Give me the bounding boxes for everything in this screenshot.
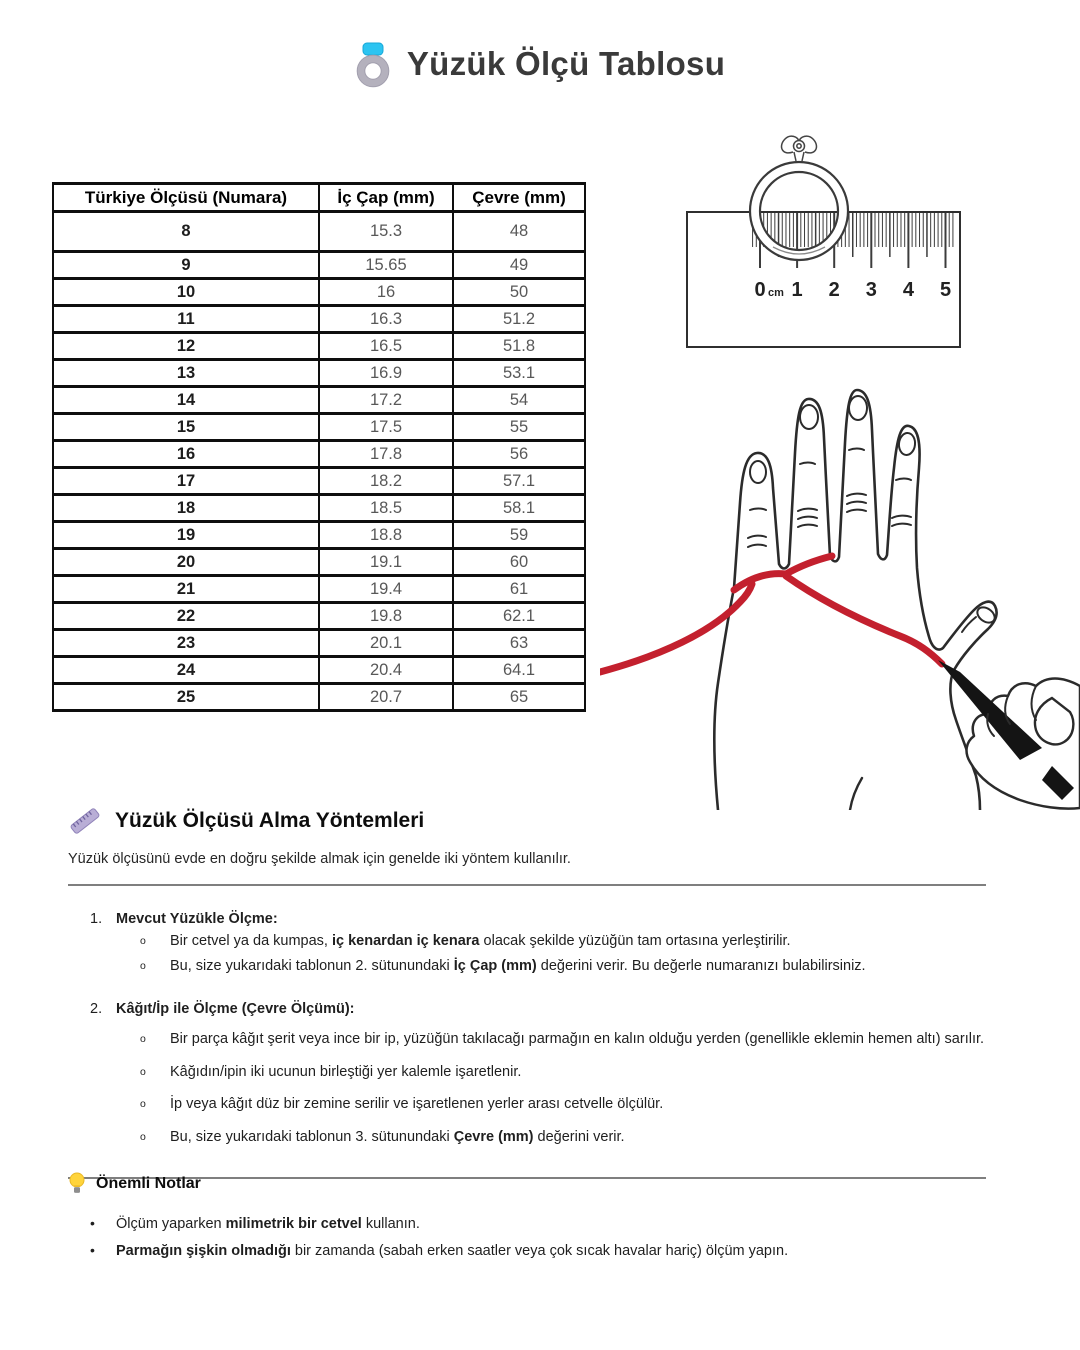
method-sub-bullet	[68, 1128, 986, 1148]
value-cell: 19.4	[319, 576, 453, 603]
notes-title: Önemli Notlar	[96, 1175, 201, 1192]
ring-icon	[355, 40, 391, 88]
bullet-marker: o	[140, 1130, 146, 1143]
text: İp veya kâğıt düz bir zemine serilir ve işaretlenen yerler arası cetvelle ölçülür.	[170, 1096, 664, 1113]
value-cell: 62.1	[453, 603, 585, 630]
svg-text:3: 3	[865, 279, 877, 301]
methods-intro: Yüzük ölçüsünü evde en doğru şekilde almak için genelde iki yöntem kullanılır.	[68, 851, 571, 867]
page-header	[0, 40, 1080, 88]
table-row	[53, 333, 585, 360]
value-cell: 17.5	[319, 414, 453, 441]
table-row	[53, 387, 585, 414]
value-cell: 54	[453, 387, 585, 414]
note-bullet	[68, 1214, 986, 1234]
method-sub-bullet	[68, 1095, 986, 1115]
table-row	[53, 468, 585, 495]
notes-section	[68, 1172, 986, 1262]
size-number-cell: 15	[53, 414, 319, 441]
size-number-cell: 10	[53, 279, 319, 306]
svg-text:cm: cm	[768, 287, 784, 299]
table-row	[53, 360, 585, 387]
size-table-body	[53, 212, 585, 711]
methods-heading	[68, 806, 986, 836]
bullet-text	[170, 1128, 625, 1148]
size-number-cell: 23	[53, 630, 319, 657]
value-cell: 61	[453, 576, 585, 603]
value-cell: 56	[453, 441, 585, 468]
methods-section	[68, 806, 986, 1179]
text: değerini verir.	[533, 1128, 625, 1145]
bullet-marker: o	[140, 1065, 146, 1078]
column-header: İç Çap (mm)	[319, 184, 453, 212]
table-row	[53, 414, 585, 441]
table-row	[53, 630, 585, 657]
value-cell: 58.1	[453, 495, 585, 522]
table-row	[53, 684, 585, 711]
value-cell: 16.9	[319, 360, 453, 387]
size-number-cell: 21	[53, 576, 319, 603]
size-number-cell: 18	[53, 495, 319, 522]
value-cell: 55	[453, 414, 585, 441]
value-cell: 18.8	[319, 522, 453, 549]
value-cell: 64.1	[453, 657, 585, 684]
value-cell: 50	[453, 279, 585, 306]
bold-text: iç kenardan iç kenara	[332, 933, 480, 949]
table-row	[53, 657, 585, 684]
value-cell: 16.3	[319, 306, 453, 333]
svg-text:5: 5	[939, 279, 952, 301]
hand-figure	[600, 368, 1080, 810]
size-number-cell: 9	[53, 252, 319, 279]
value-cell: 16	[319, 279, 453, 306]
bullet-marker: o	[140, 1098, 146, 1111]
bullet-marker: o	[140, 935, 146, 947]
hand-outline	[714, 390, 996, 810]
size-number-cell: 25	[53, 684, 319, 711]
svg-text:4: 4	[902, 279, 914, 301]
size-number-cell: 11	[53, 306, 319, 333]
value-cell: 51.8	[453, 333, 585, 360]
method-sub-bullet	[68, 1063, 986, 1083]
bullet-text	[170, 932, 791, 952]
size-number-cell: 16	[53, 441, 319, 468]
size-number-cell: 8	[53, 212, 319, 252]
text: bir zamanda (sabah erken saatler veya çok sıcak havalar hariç) ölçüm yapın.	[290, 1243, 789, 1260]
size-number-cell: 22	[53, 603, 319, 630]
value-cell: 57.1	[453, 468, 585, 495]
value-cell: 48	[453, 212, 585, 252]
bullet-text	[170, 957, 866, 977]
bullet-text	[170, 1030, 984, 1050]
value-cell: 20.7	[319, 684, 453, 711]
text: olacak şekilde yüzüğün tam ortasına yerleştirilir.	[479, 933, 791, 949]
size-number-cell: 17	[53, 468, 319, 495]
size-number-cell: 19	[53, 522, 319, 549]
notes-list	[68, 1214, 986, 1262]
bold-text: İç Çap (mm)	[453, 957, 537, 974]
bullet-text	[116, 1214, 420, 1234]
ruler-icon	[68, 806, 102, 836]
size-number-cell: 13	[53, 360, 319, 387]
methods-list	[68, 911, 986, 1147]
notes-heading	[68, 1172, 986, 1196]
size-number-cell: 12	[53, 333, 319, 360]
table-header-row	[53, 184, 585, 212]
table-row	[53, 576, 585, 603]
text: Bu, size yukarıdaki tablonun 3. sütunundaki	[170, 1128, 454, 1145]
text: değerini verir. Bu değerle numaranızı bulabilirsiniz.	[536, 957, 866, 974]
table-row	[53, 603, 585, 630]
bullet-text	[116, 1241, 788, 1261]
method-item-title: Mevcut Yüzükle Ölçme:	[116, 911, 278, 927]
method-item	[68, 1001, 986, 1147]
value-cell: 16.5	[319, 333, 453, 360]
table-row	[53, 252, 585, 279]
table-row	[53, 306, 585, 333]
method-sub-bullet	[68, 957, 986, 977]
ring-gem	[782, 136, 817, 161]
size-number-cell: 20	[53, 549, 319, 576]
bold-text: milimetrik bir cetvel	[225, 1216, 362, 1232]
bullet-text	[170, 1095, 663, 1115]
table-row	[53, 495, 585, 522]
text: Bir cetvel ya da kumpas,	[170, 933, 332, 949]
methods-title: Yüzük Ölçüsü Alma Yöntemleri	[115, 809, 425, 832]
value-cell: 19.1	[319, 549, 453, 576]
bullet-marker: o	[140, 959, 146, 972]
divider	[68, 884, 986, 886]
table-row	[53, 549, 585, 576]
method-item-title: Kâğıt/İp ile Ölçme (Çevre Ölçümü):	[116, 1001, 355, 1018]
ruler-figure	[660, 130, 1000, 365]
item-number: 2.	[90, 1001, 103, 1018]
note-bullet	[68, 1241, 986, 1261]
value-cell: 18.5	[319, 495, 453, 522]
table-row	[53, 522, 585, 549]
value-cell: 17.8	[319, 441, 453, 468]
method-item	[68, 911, 986, 976]
value-cell: 59	[453, 522, 585, 549]
text: Ölçüm yaparken	[116, 1216, 226, 1232]
value-cell: 15.3	[319, 212, 453, 252]
lightbulb-icon	[68, 1172, 86, 1196]
value-cell: 60	[453, 549, 585, 576]
svg-text:0: 0	[754, 279, 766, 301]
value-cell: 63	[453, 630, 585, 657]
method-sub-bullet	[68, 932, 986, 952]
svg-text:1: 1	[791, 279, 803, 301]
bullet-marker: •	[90, 1242, 95, 1259]
value-cell: 17.2	[319, 387, 453, 414]
value-cell: 53.1	[453, 360, 585, 387]
item-number: 1.	[90, 911, 103, 927]
size-number-cell: 24	[53, 657, 319, 684]
bullet-marker: •	[90, 1215, 95, 1231]
method-sub-bullet	[68, 1030, 986, 1050]
ring-size-table	[52, 182, 586, 712]
table-row	[53, 212, 585, 252]
page-title: Yüzük Ölçü Tablosu	[406, 45, 726, 82]
value-cell: 19.8	[319, 603, 453, 630]
text: Bir parça kâğıt şerit veya ince bir ip, yüzüğün takılacağı parmağın en kalın olduğu yerden (genellikle eklemin hemen altı) sarılır.	[170, 1031, 985, 1048]
bullet-text	[170, 1063, 521, 1083]
value-cell: 49	[453, 252, 585, 279]
value-cell: 15.65	[319, 252, 453, 279]
value-cell: 20.4	[319, 657, 453, 684]
text: Bu, size yukarıdaki tablonun 2. sütunundaki	[170, 957, 454, 974]
size-number-cell: 14	[53, 387, 319, 414]
text: kullanın.	[361, 1216, 420, 1232]
bold-text: Çevre (mm)	[453, 1128, 534, 1145]
svg-text:2: 2	[828, 279, 840, 301]
value-cell: 51.2	[453, 306, 585, 333]
column-header: Çevre (mm)	[453, 184, 585, 212]
table-row	[53, 279, 585, 306]
text: Kâğıdın/ipin iki ucunun birleştiği yer kalemle işaretlenir.	[170, 1063, 522, 1080]
bold-text: Parmağın şişkin olmadığı	[116, 1243, 291, 1260]
table-row	[53, 441, 585, 468]
bullet-marker: o	[140, 1033, 146, 1046]
column-header: Türkiye Ölçüsü (Numara)	[53, 184, 319, 212]
value-cell: 18.2	[319, 468, 453, 495]
value-cell: 20.1	[319, 630, 453, 657]
value-cell: 65	[453, 684, 585, 711]
